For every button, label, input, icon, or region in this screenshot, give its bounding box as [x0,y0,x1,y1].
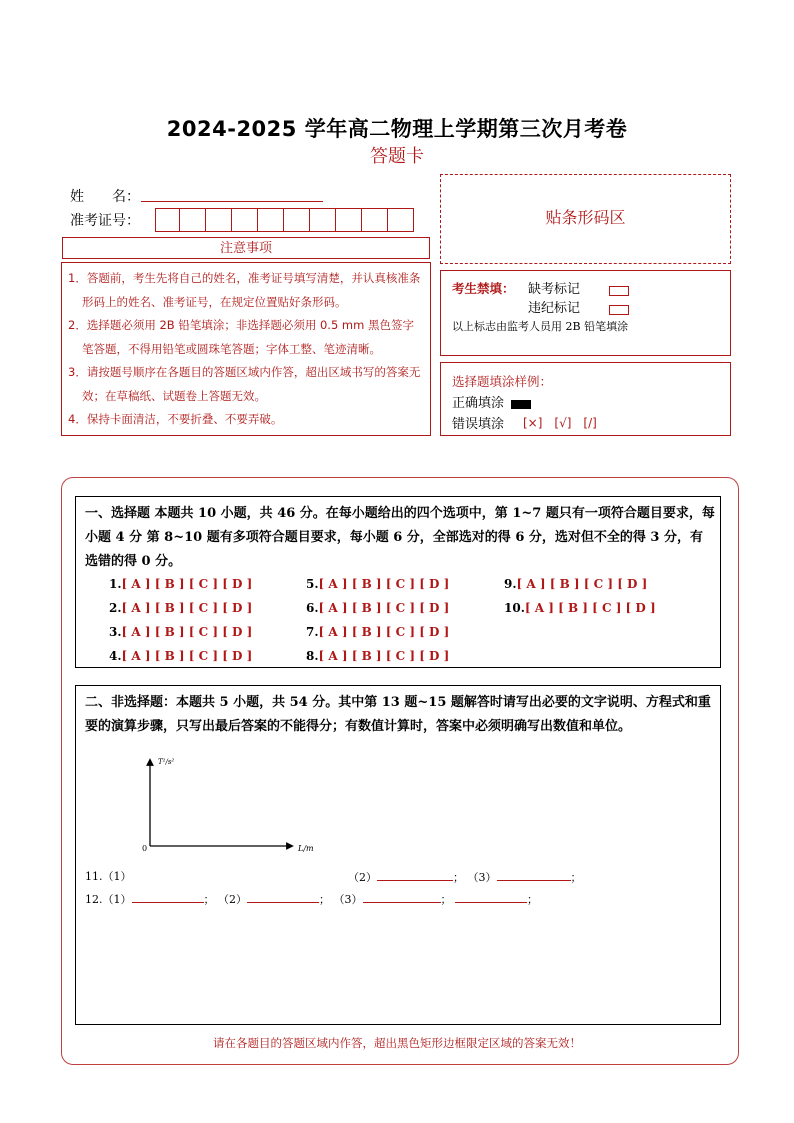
graph-y-label: T²/s² [158,758,175,766]
absent-mark-box[interactable] [609,280,629,299]
sample-title: 选择题填涂样例： [452,374,553,389]
choice-question-7 [306,625,449,639]
graph-origin-label: 0 [142,844,148,853]
violation-mark-label: 违纪标记 [528,301,581,316]
page-title: 2024-2025 学年高二物理上学期第三次月考卷 [166,117,628,141]
ban-label: 考生禁填： [452,281,515,296]
wrong-fill-label: 错误填涂 [452,417,505,432]
answer-options[interactable]: [ A ] [ B ] [ C ] [ D ] [121,625,253,639]
id-digit-box[interactable] [180,208,206,232]
question-12 [85,890,538,907]
proctor-marks-box [440,270,731,356]
correct-fill-label: 正确填涂 [452,396,505,411]
choice-question-3 [109,625,252,639]
question-11 [85,868,132,884]
q12-part3-blank-a[interactable] [363,890,441,903]
id-label: 准考证号： [70,213,140,229]
fill-sample-box [440,362,731,436]
name-field[interactable] [141,201,323,202]
id-digit-box[interactable] [388,208,414,232]
separator: ； [570,871,582,884]
violation-mark-box[interactable] [609,299,629,318]
notice-body [61,262,431,436]
choice-question-10 [504,601,656,615]
id-digit-box[interactable] [362,208,388,232]
question-number: 10. [504,601,525,615]
absent-mark-label: 缺考标记 [528,282,581,297]
question-number: 3. [109,625,122,639]
answer-options[interactable]: [ A ] [ B ] [ C ] [ D ] [121,601,253,615]
separator: ； [319,893,330,906]
separator: ； [203,893,215,906]
question-number: 9. [504,577,517,591]
question-11-parts [348,868,582,885]
answer-options[interactable]: [ A ] [ B ] [ C ] [ D ] [516,577,648,591]
q12-part2-blank[interactable] [247,890,319,903]
separator: ； [440,893,452,906]
question-number: 2. [109,601,122,615]
question-number: 1. [109,577,122,591]
section-multiple-choice [75,496,721,668]
notice-item-1: 1．答题前，考生先将自己的姓名，准考证号填写清楚，并认真核准条形码上的姓名、准考证号，在规定位置贴好条形码。 [68,271,421,309]
q11-part2-blank[interactable] [377,868,453,881]
notice-item-4: 4．保持卡面清洁，不要折叠、不要弄破。 [68,412,283,426]
answer-options[interactable]: [ A ] [ B ] [ C ] [ D ] [121,577,253,591]
answer-options[interactable]: [ A ] [ B ] [ C ] [ D ] [318,601,450,615]
separator: ； [527,893,538,906]
notice-item-3: 3．请按题号顺序在各题目的答题区域内作答，超出区域书写的答案无效；在草稿纸、试题卷上答题无效。 [68,365,421,403]
id-digit-box[interactable] [284,208,310,232]
answer-options[interactable]: [ A ] [ B ] [ C ] [ D ] [524,601,656,615]
graph-axes [136,752,326,856]
q11-part2-label: （2） [348,871,377,884]
question-number: 8. [306,649,319,663]
id-digit-box[interactable] [155,208,180,232]
id-digit-box[interactable] [232,208,258,232]
section1-instructions: 一、选择题 本题共 10 小题，共 46 分。在每小题给出的四个选项中，第 1~7 题只有一项符合题目要求，每小题 4 分 第 8~10 题有多项符合题目要求，每小题 6 分，全部选对的得 6 分，选对但不全的得 3 分，有选错的得 0 分。 [85,506,715,569]
page-subtitle: 答题卡 [370,146,424,167]
answer-options[interactable]: [ A ] [ B ] [ C ] [ D ] [121,649,253,663]
graph-x-label: L/m [298,844,314,853]
choice-question-6 [306,601,449,615]
answer-options[interactable]: [ A ] [ B ] [ C ] [ D ] [318,649,450,663]
answer-options[interactable]: [ A ] [ B ] [ C ] [ D ] [318,577,450,591]
question-number: 5. [306,577,319,591]
choice-question-2 [109,601,252,615]
notice-heading: 注意事项 [62,237,430,259]
section2-instructions: 二、非选择题：本题共 5 小题，共 54 分。其中第 13 题~15 题解答时请写出必要的文字说明、方程式和重要的演算步骤，只写出最后答案的不能得分；有数值计算时，答案中必须明确写出数值和单位。 [85,695,711,734]
notice-item-2: 2．选择题必须用 2B 铅笔填涂；非选择题必须用 0.5 mm 黑色签字笔答题，不得用铅笔或圆珠笔答题；字体工整、笔迹清晰。 [68,318,414,356]
q12-part1-blank[interactable] [132,890,204,903]
wrong-fill-samples: [×] [√] [/] [523,416,597,430]
id-digit-box[interactable] [206,208,232,232]
question-number: 4. [109,649,122,663]
choice-question-8 [306,649,449,663]
q11-part3-label: （3） [467,871,497,884]
choice-question-5 [306,577,449,591]
id-digit-box[interactable] [258,208,284,232]
ban-note: 以上标志由监考人员用 2B 铅笔填涂 [452,320,629,333]
q12-part3-label: （3） [333,893,363,906]
q12-part3-blank-b[interactable] [455,890,527,903]
answer-options[interactable]: [ A ] [ B ] [ C ] [ D ] [318,625,450,639]
choice-question-9 [504,577,647,591]
choice-question-1 [109,577,252,591]
q12-part1-label: 12.（1） [85,893,132,906]
section-free-response [75,685,721,1025]
id-digit-box[interactable] [336,208,362,232]
q11-part1-label: 11.（1） [85,870,132,883]
question-number: 6. [306,601,319,615]
separator: ； [453,871,464,884]
correct-fill-sample [511,394,531,413]
id-digit-box[interactable] [310,208,336,232]
name-label: 姓 名： [70,189,140,205]
id-number-boxes[interactable] [155,208,414,232]
q12-part2-label: （2） [218,893,247,906]
q11-part3-blank[interactable] [497,868,571,881]
footer-warning: 请在各题目的答题区域内作答，超出黑色矩形边框限定区域的答案无效！ [213,1036,581,1050]
barcode-area: 贴条形码区 [440,174,731,264]
choice-question-4 [109,649,252,663]
question-number: 7. [306,625,319,639]
